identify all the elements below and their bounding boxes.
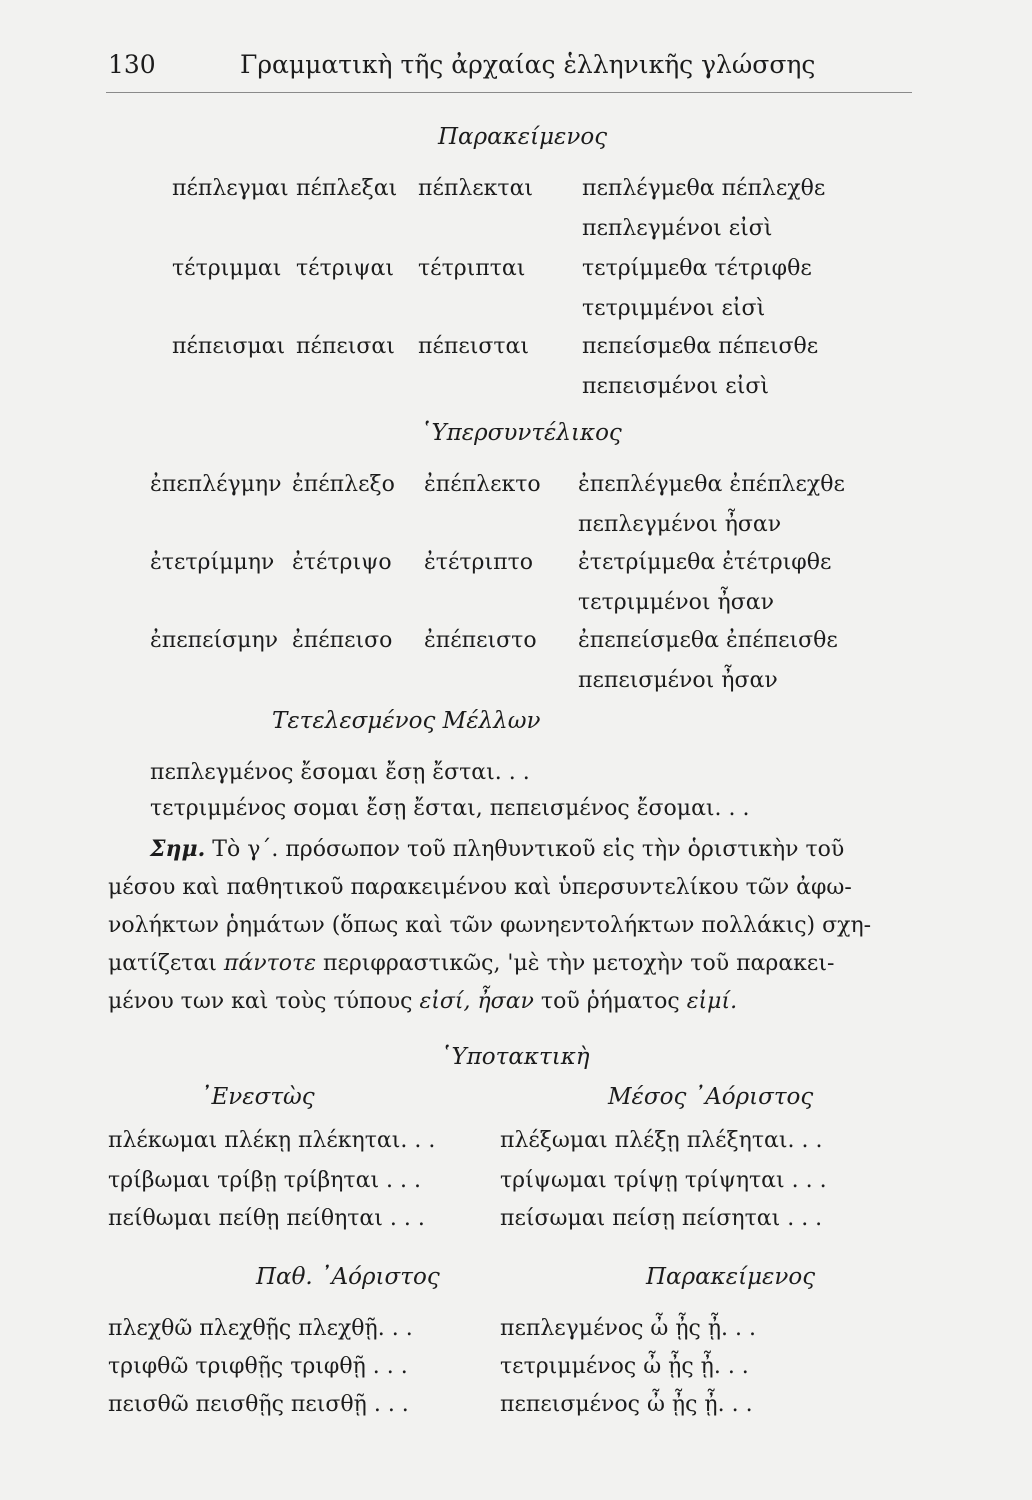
cell-plural: πεπλεγμένοι ἦσαν: [578, 512, 782, 537]
heading-enestos: ᾿Ενεστὼς: [200, 1084, 315, 1110]
header-rule: [106, 92, 912, 93]
note-line: μένου των καὶ τοὺς τύπους εἰσί, ἦσαν τοῦ ῥήματος εἰμί.: [108, 989, 738, 1014]
cell-plural: τετριμμένοι ἦσαν: [578, 590, 774, 615]
cell-plural: πεπλέγμεθα πέπλεχθε: [582, 176, 826, 201]
cell-singular-1: τέτριμμαι: [172, 256, 282, 281]
heading-parakeimenos: Παρακείμενος: [438, 124, 608, 150]
cell-singular-2: ἐπέπλεξο: [292, 472, 395, 497]
cell-singular-2: πέπεισαι: [296, 334, 395, 359]
future-perfect-line: τετριμμένος σομαι ἔσῃ ἔσται, πεπεισμένος ἔσομαι. . .: [150, 796, 750, 821]
subjunctive-left: πλεχθῶ πλεχθῇς πλεχθῇ. . .: [108, 1316, 413, 1341]
note-line: Σημ. Τὸ γ΄. πρόσωπον τοῦ πληθυντικοῦ εἰς τὴν ὁριστικὴν τοῦ: [150, 836, 845, 862]
cell-singular-2: πέπλεξαι: [296, 176, 398, 201]
cell-plural: πεπλεγμένοι εἰσὶ: [582, 216, 773, 241]
running-title: Γραμματικὴ τῆς ἀρχαίας ἑλληνικῆς γλώσσης: [240, 50, 816, 79]
subjunctive-left: πεισθῶ πεισθῇς πεισθῇ . . .: [108, 1392, 409, 1417]
cell-plural: τετριμμένοι εἰσὶ: [582, 296, 766, 321]
heading-hypersyntelikos: ῾Υπερσυντέλικος: [420, 420, 622, 446]
heading-future-perfect: Τετελεσμένος Μέλλων: [272, 708, 541, 734]
subjunctive-left: πλέκωμαι πλέκῃ πλέκηται. . .: [108, 1128, 436, 1153]
future-perfect-line: πεπλεγμένος ἔσομαι ἔσῃ ἔσται. . .: [150, 760, 530, 785]
note-line: ματίζεται πάντοτε περιφραστικῶς, 'μὲ τὴν μετοχὴν τοῦ παρακει-: [108, 951, 835, 976]
cell-singular-3: τέτριπται: [418, 256, 526, 281]
cell-singular-3: ἐπέπλεκτο: [424, 472, 541, 497]
cell-plural: πεπείσμεθα πέπεισθε: [582, 334, 819, 359]
subjunctive-right: πλέξωμαι πλέξῃ πλέξηται. . .: [500, 1128, 823, 1153]
subjunctive-left: πείθωμαι πείθῃ πείθηται . . .: [108, 1206, 425, 1231]
cell-plural: ἐπεπείσμεθα ἐπέπεισθε: [578, 628, 838, 653]
cell-singular-2: τέτριψαι: [296, 256, 395, 281]
cell-singular-3: πέπλεκται: [418, 176, 534, 201]
heading-path-aoristos: Παθ. ᾿Αόριστος: [256, 1264, 440, 1290]
subjunctive-right: πεπεισμένος ὦ ᾖς ᾖ. . .: [500, 1392, 753, 1417]
subjunctive-right: πείσωμαι πείσῃ πείσηται . . .: [500, 1206, 823, 1231]
cell-plural: ἐπεπλέγμεθα ἐπέπλεχθε: [578, 472, 845, 497]
subjunctive-left: τριφθῶ τριφθῇς τριφθῇ . . .: [108, 1354, 408, 1379]
cell-singular-1: ἐτετρίμμην: [150, 550, 275, 575]
cell-singular-3: ἐτέτριπτο: [424, 550, 533, 575]
subjunctive-right: τετριμμένος ὦ ᾖς ᾖ. . .: [500, 1354, 749, 1379]
cell-singular-1: ἐπεπείσμην: [150, 628, 279, 653]
cell-singular-1: ἐπεπλέγμην: [150, 472, 282, 497]
cell-singular-1: πέπλεγμαι: [172, 176, 289, 201]
page-number: 130: [108, 50, 156, 79]
cell-singular-2: ἐπέπεισο: [292, 628, 393, 653]
heading-hypotaktike: ῾Υποτακτικὴ: [440, 1044, 590, 1070]
note-line: μέσου καὶ παθητικοῦ παρακειμένου καὶ ὑπερσυντελίκου τῶν ἀφω-: [108, 875, 852, 900]
cell-plural: πεπεισμένοι εἰσὶ: [582, 374, 769, 399]
note-paragraph: [108, 830, 918, 1021]
subjunctive-left: τρίβωμαι τρίβῃ τρίβηται . . .: [108, 1168, 422, 1193]
subjunctive-right: πεπλεγμένος ὦ ᾖς ᾖ. . .: [500, 1316, 757, 1341]
cell-plural: πεπεισμένοι ἦσαν: [578, 668, 778, 693]
cell-singular-1: πέπεισμαι: [172, 334, 286, 359]
subjunctive-right: τρίψωμαι τρίψῃ τρίψηται . . .: [500, 1168, 827, 1193]
cell-singular-2: ἐτέτριψο: [292, 550, 392, 575]
cell-singular-3: ἐπέπειστο: [424, 628, 537, 653]
cell-plural: ἐτετρίμμεθα ἐτέτριφθε: [578, 550, 832, 575]
heading-mesos-aoristos: Μέσος ᾿Αόριστος: [608, 1084, 814, 1110]
note-label: Σημ.: [150, 836, 206, 862]
cell-singular-3: πέπεισται: [418, 334, 530, 359]
note-line: νολήκτων ῥημάτων (ὅπως καὶ τῶν φωνηεντολήκτων πολλάκις) σχη-: [108, 913, 872, 938]
heading-parakeimenos-2: Παρακείμενος: [646, 1264, 816, 1290]
cell-plural: τετρίμμεθα τέτριφθε: [582, 256, 812, 281]
